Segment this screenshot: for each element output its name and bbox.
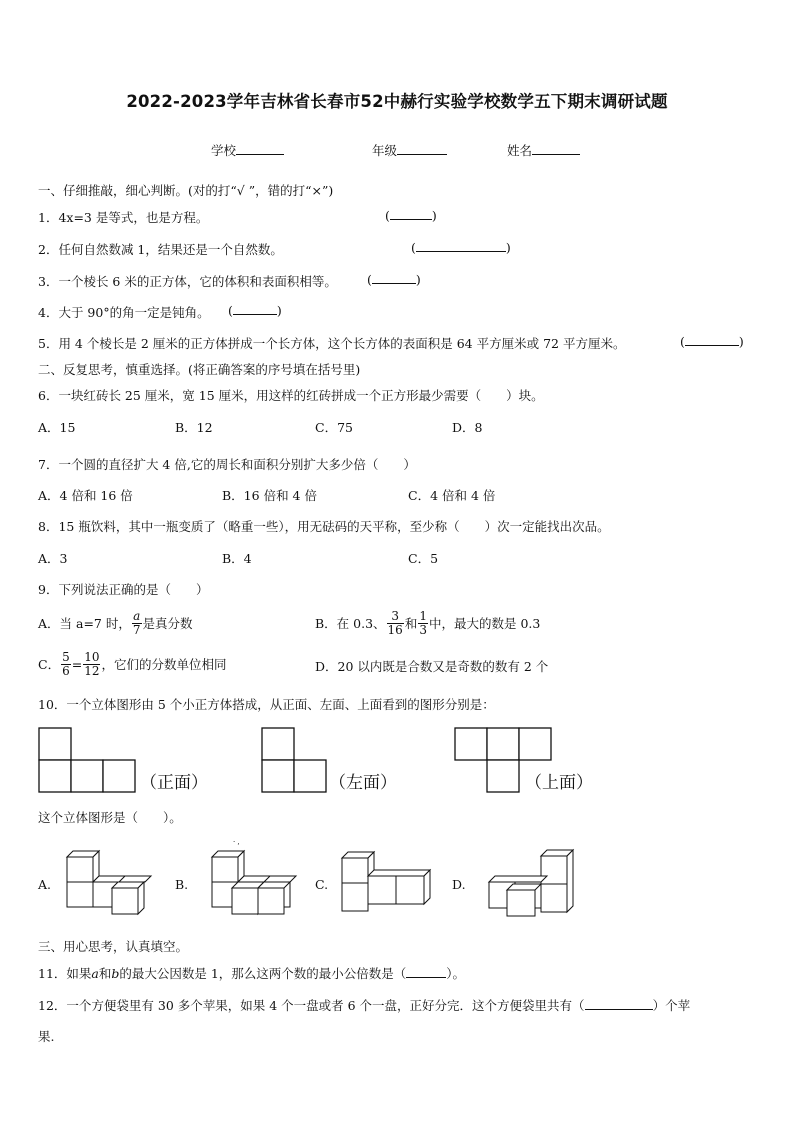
q3-text: 3．一个棱长 6 米的正方体，它的体积和表面积相等。 [38,274,337,289]
front-view-diagram [38,727,138,793]
q6-option-d[interactable]: D．8 [452,420,483,435]
q10-option-a[interactable]: A. [38,877,52,892]
fraction-3-16: $\frac{3}{16}$ [387,608,403,637]
left-view-diagram [261,727,331,793]
q2-text: 2．任何自然数减 1，结果还是一个自然数。 [38,242,283,257]
q10-option-b[interactable]: B. [175,877,189,892]
name-label: 姓名 [507,143,533,158]
q3-answer-blank[interactable]: ( ) [367,272,421,287]
q4-text: 4．大于 90°的角一定是钝角。 [38,305,210,320]
q7-stem: 7．一个圆的直径扩大 4 倍,它的周长和面积分别扩大多少倍（ ） [38,457,416,472]
q8-option-a[interactable]: A．3 [38,551,68,566]
grade-field[interactable] [372,141,447,159]
q6-option-b[interactable]: B．12 [175,420,213,435]
q6-option-c[interactable]: C．75 [315,420,353,435]
q12-row: 12．一个方便袋里有 30 多个苹果，如果 4 个一盘或者 6 个一盘，正好分完．这个方便袋里共有（ ）个苹 [38,998,691,1013]
q7-option-c[interactable]: C．4 倍和 4 倍 [408,488,496,503]
fraction-1-3: $\frac{1}{3}$ [419,608,427,637]
q5-text: 5．用 4 个棱长是 2 厘米的正方体拼成一个长方体，这个长方体的表面积是 64 平方厘米或 72 平方厘米。 [38,336,626,351]
q1-answer-blank[interactable]: ( ) [385,208,437,223]
page-title: 2022-2023学年吉林省长春市52中赫行实验学校数学五下期末调研试题 [126,92,668,111]
q6-stem: 6．一块红砖长 25 厘米，宽 15 厘米，用这样的红砖拼成一个正方形最少需要（ ）块。 [38,388,544,403]
q2-answer-blank[interactable]: ( ) [411,240,511,255]
q12-answer-blank[interactable] [585,998,653,1010]
svg-text:· ,: · , [233,838,240,846]
section3-heading: 三、用心思考，认真填空。 [38,939,189,954]
grade-label: 年级 [372,143,398,158]
option-d-cube-figure [483,846,583,920]
q8-option-c[interactable]: C．5 [408,551,439,566]
q9-option-d[interactable]: D．20 以内既是合数又是奇数的数有 2 个 [315,659,549,674]
option-a-cube-figure [62,848,162,920]
q6-option-a[interactable]: A．15 [38,420,76,435]
section1-heading: 一、仔细推敲，细心判断。(对的打“√ ”，错的打“×”) [38,183,334,198]
q9-option-c[interactable]: C． $\frac{5}{6}$ = $\frac{10}{12}$ ，它们的分数单位相同 [38,649,227,678]
q11-text: 11．如果𝑎和𝑏的最大公因数是 1，那么这两个数的最小公倍数是（ [38,966,407,981]
school-field[interactable] [211,141,284,159]
left-view-label: （左面） [329,773,397,793]
option-c-cube-figure [337,846,437,920]
q9-option-a[interactable]: A．当 a=7 时， $\frac{a}{7}$ 是真分数 [38,608,193,637]
q4-answer-blank[interactable]: ( ) [228,303,282,318]
fraction-10-12: $\frac{10}{12}$ [84,649,100,678]
q10-question: 这个立体图形是（ ）。 [38,810,182,825]
q12-continuation: 果. [38,1029,55,1044]
q5-answer-blank[interactable]: ( ) [680,334,744,349]
q10-stem: 10．一个立体图形由 5 个小正方体搭成，从正面、左面、上面看到的图形分别是： [38,697,495,712]
q1-text: 1．4x=3 是等式，也是方程。 [38,210,209,225]
q7-option-a[interactable]: A．4 倍和 16 倍 [38,488,133,503]
front-view-label: （正面） [140,773,208,793]
q11-row: 11．如果𝑎和𝑏的最大公因数是 1，那么这两个数的最小公倍数是（ ）。 [38,966,466,981]
top-view-label: （上面） [525,773,593,793]
q10-option-c[interactable]: C. [315,877,329,892]
section2-heading: 二、反复思考，慎重选择。(将正确答案的序号填在括号里) [38,362,361,377]
q9-option-b[interactable]: B．在 0.3、 $\frac{3}{16}$ 和 $\frac{1}{3}$ 中，最大的数是 0.3 [315,608,541,637]
option-b-cube-figure [206,838,306,920]
q10-option-d[interactable]: D. [452,877,466,892]
q7-option-b[interactable]: B．16 倍和 4 倍 [222,488,317,503]
fraction-5-6: $\frac{5}{6}$ [62,649,70,678]
q11-answer-blank[interactable] [406,966,446,978]
fraction-a-over-7: $\frac{a}{7}$ [132,608,141,637]
q8-option-b[interactable]: B．4 [222,551,252,566]
q12-text: 12．一个方便袋里有 30 多个苹果，如果 4 个一盘或者 6 个一盘，正好分完．这个方便袋里共有（ [38,998,585,1013]
name-field[interactable] [507,141,580,159]
q8-stem: 8．15 瓶饮料，其中一瓶变质了（略重一些），用无砝码的天平称，至少称（ ）次一定能找出次品。 [38,519,610,534]
q9-stem: 9．下列说法正确的是（ ） [38,582,209,597]
school-label: 学校 [211,143,237,158]
